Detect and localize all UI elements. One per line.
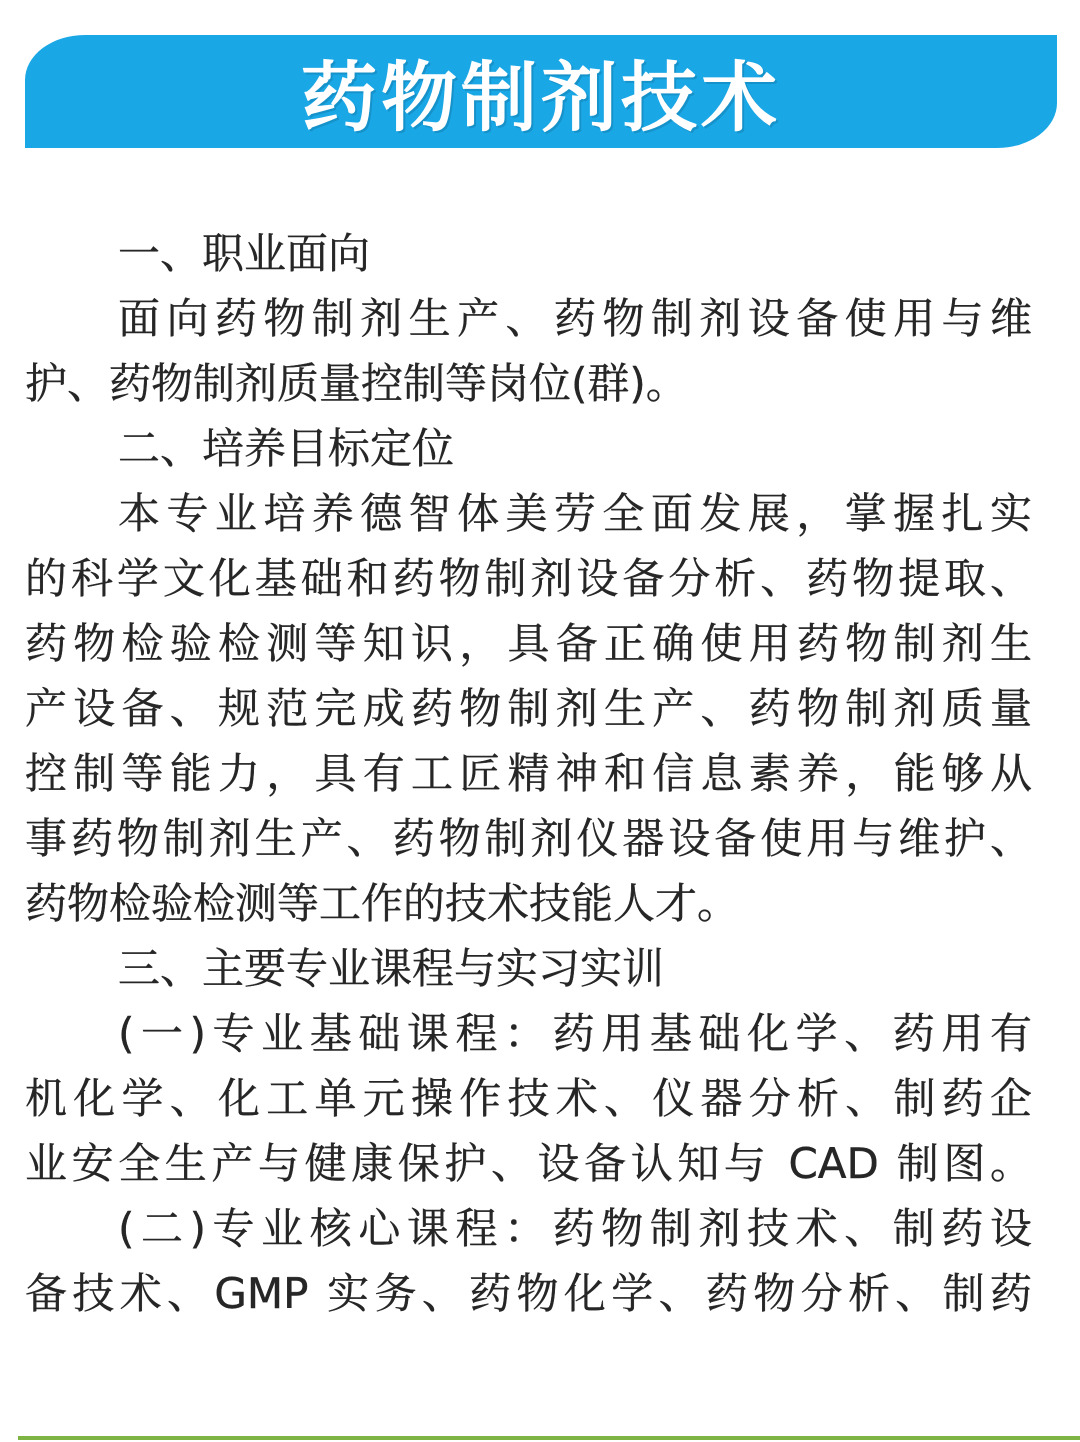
text-line: 药物检验检测等工作的技术技能人才。	[25, 879, 740, 928]
document-body	[25, 221, 1032, 1326]
text-line: 业安全生产与健康保护、设备认知与 CAD 制图。	[25, 1139, 1032, 1188]
text-line: 护、药物制剂质量控制等岗位(群)。	[25, 359, 688, 408]
text-line: 本专业培养德智体美劳全面发展，掌握扎实	[118, 489, 1032, 538]
text-line: 一、职业面向	[118, 229, 371, 278]
text-line: 产设备、规范完成药物制剂生产、药物制剂质量	[25, 684, 1032, 733]
text-line: 三、主要专业课程与实习实训	[118, 944, 665, 993]
text-line: 药物检验检测等知识，具备正确使用药物制剂生	[25, 619, 1032, 668]
text-line: 机化学、化工单元操作技术、仪器分析、制药企	[25, 1074, 1032, 1123]
text-line: 事药物制剂生产、药物制剂仪器设备使用与维护、	[25, 814, 1032, 863]
page-title: 药物制剂技术	[301, 53, 781, 142]
text-line: (二)专业核心课程：药物制剂技术、制药设	[118, 1204, 1032, 1253]
text-line: 备技术、GMP 实务、药物化学、药物分析、制药	[25, 1269, 1032, 1318]
text-line: 的科学文化基础和药物制剂设备分析、药物提取、	[25, 554, 1032, 603]
footer-divider	[18, 1436, 1080, 1440]
text-line: 控制等能力，具有工匠精神和信息素养，能够从	[25, 749, 1032, 798]
text-line: 二、培养目标定位	[118, 424, 455, 473]
title-banner	[25, 35, 1057, 148]
text-line: (一)专业基础课程：药用基础化学、药用有	[118, 1009, 1032, 1058]
text-line: 面向药物制剂生产、药物制剂设备使用与维	[118, 294, 1032, 343]
